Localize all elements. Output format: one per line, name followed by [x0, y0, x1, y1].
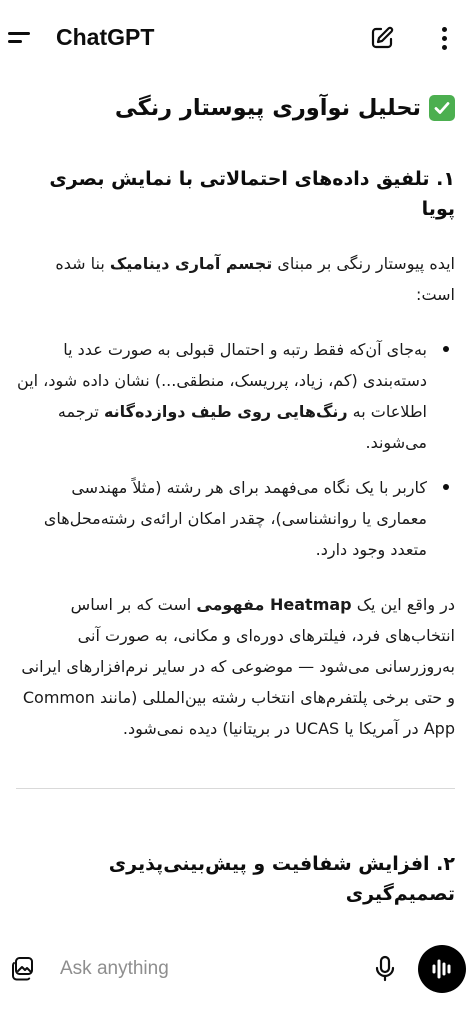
- top-bar: [0, 0, 473, 76]
- new-chat-edit-icon[interactable]: [368, 24, 396, 52]
- attach-images-icon[interactable]: [6, 952, 40, 986]
- check-mark-icon: [429, 95, 455, 121]
- section-1-intro: ایده پیوستار رنگی بر مبنای تجسم آماری دینامیک بنا شده است:: [55, 254, 455, 304]
- section-1-paragraph: در واقع این یک Heatmap مفهومی است که بر اساس انتخاب‌های فرد، فیلترهای دوره‌ای و مکانی، به صورت آنی به‌روزرسانی می‌شود — موضوعی که در سایر نرم‌افزارهای ایرانی و حتی برخی پلتفرم‌های انتخاب رشته بین‌المللی (مانند Common App در آمریکا یا UCAS در بریتانیا) دیده نمی‌شود.: [21, 595, 455, 738]
- composer: [0, 932, 473, 1030]
- more-vertical-icon[interactable]: [432, 24, 456, 52]
- section-1-title: ۱. تلفیق داده‌های احتمالاتی با نمایش بصری پویا: [49, 168, 455, 220]
- section-2-title: ۲. افزایش شفافیت و پیش‌بینی‌پذیری تصمیم‌گیری: [108, 853, 455, 905]
- menu-icon[interactable]: [8, 22, 40, 54]
- list-item: به‌جای آن‌که فقط رتبه و احتمال قبولی به صورت عدد یا دسته‌بندی (کم، زیاد، پرریسک، منطقی...) نشان داده شود، این اطلاعات به رنگ‌هایی روی طیف دوازده‌گانه ترجمه می‌شوند.: [16, 334, 455, 458]
- bullet-list: [16, 334, 455, 565]
- divider: [16, 788, 455, 789]
- bold-term: تجسم آماری دینامیک: [109, 254, 273, 273]
- microphone-icon[interactable]: [370, 953, 400, 985]
- message-input[interactable]: [60, 954, 350, 984]
- bold-term: رنگ‌هایی روی طیف دوازده‌گانه: [103, 402, 348, 421]
- message-heading: [16, 92, 455, 124]
- voice-mode-waveform-icon[interactable]: [418, 945, 466, 993]
- heading-text: تحلیل نوآوری پیوستار رنگی: [114, 95, 421, 121]
- list-item: کاربر با یک نگاه می‌فهمد برای هر رشته (مثلاً مهندسی معماری یا روانشناسی)، چقدر امکان ارائه‌ی رشته‌محل‌های متعدد وجود دارد.: [16, 472, 455, 565]
- bold-term: Heatmap مفهومی: [196, 595, 352, 614]
- app-title[interactable]: ChatGPT: [56, 24, 155, 50]
- assistant-message: [16, 84, 455, 922]
